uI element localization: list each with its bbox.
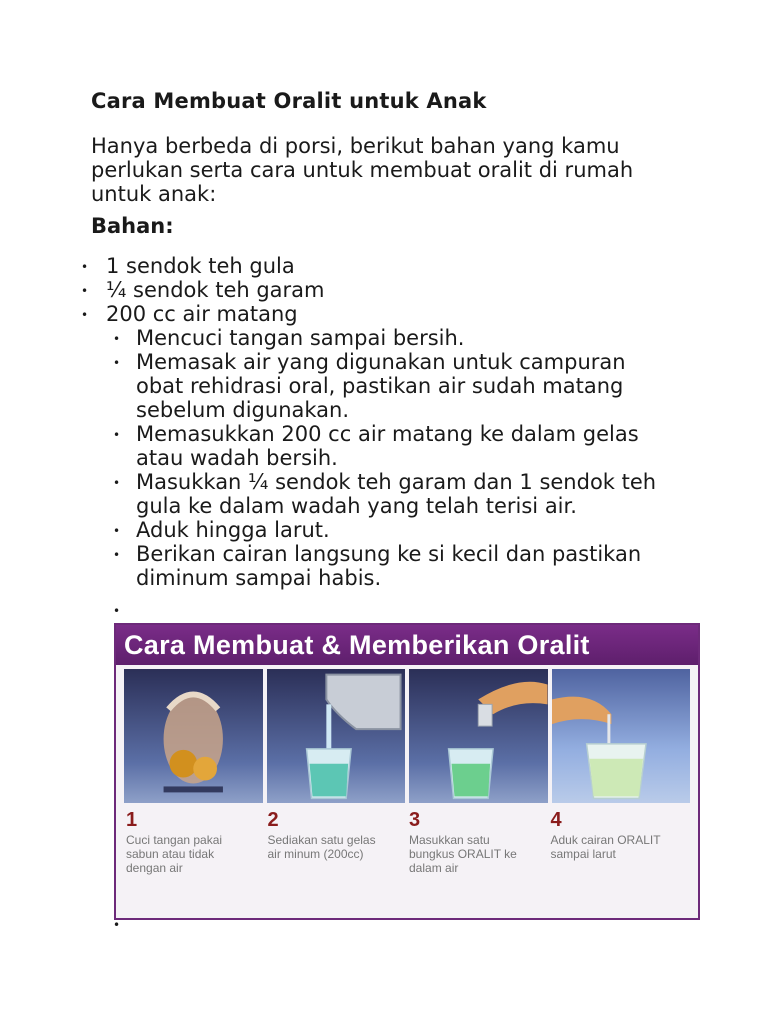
infographic-step	[268, 809, 410, 875]
intro-paragraph: Hanya berbeda di porsi, berikut bahan yang kamu perlukan serta cara untuk membuat oralit di rumah untuk anak:	[91, 134, 634, 206]
list-item: • Mencuci tangan sampai bersih.	[136, 326, 676, 350]
empty-bullet: •	[113, 604, 121, 618]
list-item	[106, 302, 706, 590]
infographic-steps	[126, 809, 692, 875]
adding-oralit-icon	[409, 669, 548, 803]
step-number: 1	[126, 809, 138, 831]
infographic-step	[409, 809, 551, 875]
hand-washing-icon	[124, 669, 263, 803]
list-item-text: 200 cc air matang	[106, 302, 298, 326]
step-caption: Aduk cairan ORALIT sampai larut	[550, 833, 661, 861]
list-item: • Memasukkan 200 cc air matang ke dalam gelas atau wadah bersih.	[136, 422, 676, 470]
stirring-glass-icon	[552, 669, 691, 803]
oralit-infographic	[114, 623, 700, 920]
infographic-step	[126, 809, 268, 875]
step-number: 4	[550, 809, 562, 831]
bahan-heading: Bahan:	[91, 214, 174, 238]
list-item: • ¼ sendok teh garam	[106, 278, 706, 302]
step-number: 2	[267, 809, 279, 831]
page-title: Cara Membuat Oralit untuk Anak	[91, 89, 487, 113]
infographic-header: Cara Membuat & Memberikan Oralit	[116, 625, 698, 665]
step-caption: Masukkan satu bungkus ORALIT ke dalam air	[409, 833, 517, 875]
step-caption: Sediakan satu gelas air minum (200cc)	[267, 833, 376, 861]
list-item: • Aduk hingga larut.	[136, 518, 676, 542]
list-item: • Berikan cairan langsung ke si kecil dan pastikan diminum sampai habis.	[136, 542, 676, 590]
empty-bullet: •	[113, 918, 121, 932]
list-item: • 1 sendok teh gula	[106, 254, 706, 278]
steps-list	[106, 326, 676, 590]
pouring-water-icon	[267, 669, 406, 803]
step-caption: Cuci tangan pakai sabun atau tidak dengan air	[126, 833, 223, 875]
list-item: • Memasak air yang digunakan untuk campuran obat rehidrasi oral, pastikan air sudah matang sebelum digunakan.	[136, 350, 676, 422]
step-number: 3	[409, 809, 421, 831]
list-item: • Masukkan ¼ sendok teh garam dan 1 sendok teh gula ke dalam wadah yang telah terisi air.	[136, 470, 676, 518]
infographic-panels	[124, 669, 690, 803]
infographic-step	[551, 809, 693, 875]
ingredients-list	[106, 254, 706, 590]
